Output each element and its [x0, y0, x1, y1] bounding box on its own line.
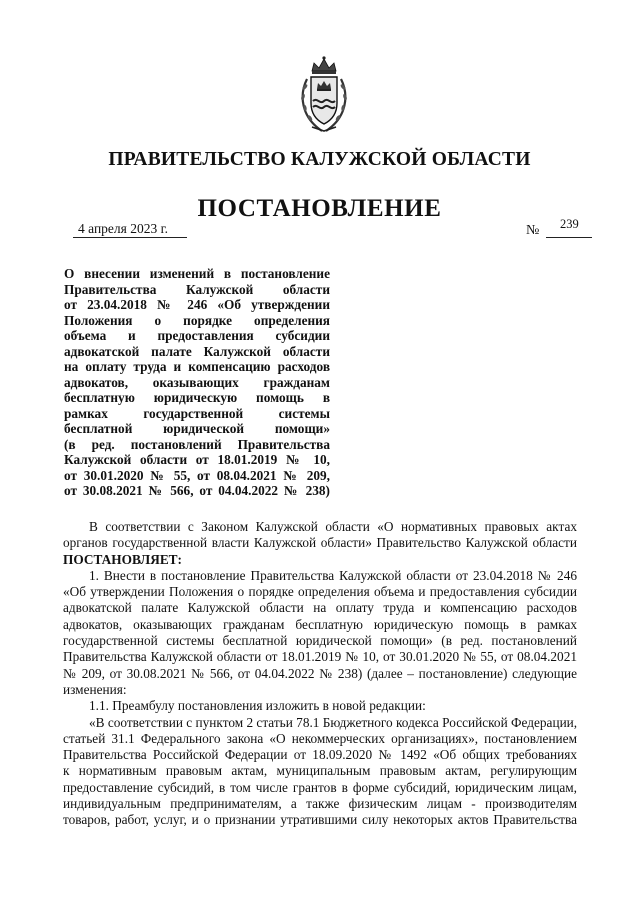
body-line: № 209, от 30.08.2021 № 566, от 04.04.2022 № 238) (далее – постановление) следующие [63, 665, 577, 681]
body-line: 1. Внести в постановление Правительства Калужской области от 23.04.2018 № 246 [89, 567, 577, 583]
heading-line: адвокатской палате Калужской области [64, 343, 330, 359]
body-line: органов государственной власти Калужской области» Правительство Калужской области [63, 535, 577, 551]
document-type-title: ПОСТАНОВЛЕНИЕ [197, 195, 442, 222]
document-subject-heading [64, 266, 330, 499]
heading-line: рамках государственной системы [64, 405, 330, 421]
body-line: адвокатской палате Калужской области на оплату труда и компенсацию расходов [63, 600, 577, 616]
document-date: 4 апреля 2023 г. [78, 221, 168, 236]
heading-line: (в ред. постановлений Правительства [64, 436, 330, 452]
heading-line: О внесении изменений в постановление [64, 266, 330, 281]
body-line: товаров, работ, услуг, и о признании утратившими силу некоторых актов Правительства [63, 812, 577, 828]
heading-line: бесплатной юридической помощи» [64, 421, 330, 436]
organization-title: ПРАВИТЕЛЬСТВО КАЛУЖСКОЙ ОБЛАСТИ [108, 149, 531, 170]
body-line: государственной системы бесплатной юридической помощи» (в ред. постановлений [63, 633, 577, 649]
body-line: «В соответствии с пунктом 2 статьи 78.1 Бюджетного кодекса Российской Федерации, [89, 714, 577, 730]
heading-line: бесплатную юридическую помощь в [64, 390, 330, 405]
resolution-keyword: ПОСТАНОВЛЯЕТ: [63, 551, 182, 567]
document-number: 239 [560, 217, 579, 231]
heading-line: Положения о порядке определения [64, 312, 330, 328]
kaluga-coat-of-arms-icon [298, 55, 350, 135]
body-line: индивидуальным предпринимателям, а также физическим лицам - производителям [63, 796, 577, 812]
heading-line: от 30.01.2020 № 55, от 08.04.2021 № 209, [64, 467, 330, 483]
body-line: 1.1. Преамбулу постановления изложить в новой редакции: [89, 698, 426, 714]
heading-line: на оплату труда и компенсацию расходов [64, 359, 330, 374]
body-line: Правительства Калужской области от 18.01.2019 № 10, от 30.01.2020 № 55, от 08.04.2021 [63, 649, 577, 665]
heading-line: Калужской области от 18.01.2019 № 10, [64, 452, 330, 467]
heading-line: объема и предоставления субсидии [64, 328, 330, 343]
number-underline [546, 237, 592, 238]
heading-line: Правительства Калужской области [64, 281, 330, 297]
body-line: В соответствии с Законом Калужской области «О нормативных правовых актах [89, 519, 577, 534]
document-date-field [73, 221, 187, 238]
document-body [63, 519, 577, 829]
body-line: к нормативным правовым актам, муниципальным правовым актам, регулирующим [63, 763, 577, 779]
number-sign: № [526, 223, 540, 238]
heading-line: от 23.04.2018 № 246 «Об утверждении [64, 297, 330, 312]
body-line: предоставление субсидий, в том числе грантов в форме субсидий, юридическим лицам, [63, 779, 577, 795]
body-line: изменения: [63, 681, 127, 697]
body-line: «Об утверждении Положения о порядке определения объема и предоставления субсидии [63, 584, 577, 600]
heading-line: от 30.08.2021 № 566, от 04.04.2022 № 238) [64, 483, 330, 498]
body-line: статьей 31.1 Федерального закона «О некоммерческих организациях», постановлением [63, 730, 577, 746]
heading-line: адвокатов, оказывающих гражданам [64, 374, 330, 390]
body-line: Правительства Российской Федерации от 18.09.2020 № 1492 «Об общих требованиях [63, 747, 577, 763]
body-line: адвокатов, оказывающих гражданам бесплатную юридическую помощь в рамках [63, 616, 577, 632]
